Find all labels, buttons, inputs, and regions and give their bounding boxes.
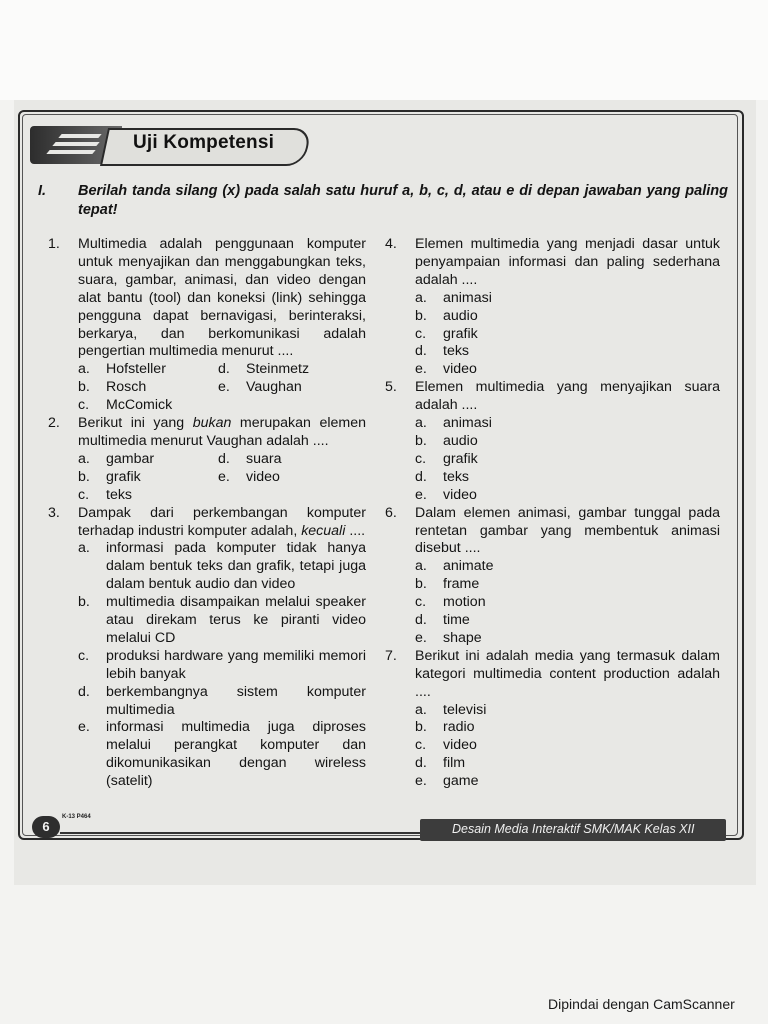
scan-margin <box>0 0 768 100</box>
option-letter: a. <box>415 289 427 306</box>
question-emphasis: kecuali <box>301 522 346 539</box>
option-letter: c. <box>415 450 427 467</box>
instruction-text: Berilah tanda silang (x) pada salah satu huruf a, b, c, d, atau e di depan jawaban yang paling tepat! <box>78 183 728 218</box>
scanner-watermark: Dipindai dengan CamScanner <box>548 996 735 1012</box>
option <box>78 594 366 648</box>
option <box>415 630 720 648</box>
question-text: Elemen multimedia yang menjadi dasar untuk penyampaian informasi dan paling sederhana adalah .... <box>415 236 720 288</box>
book-code: K-13 P464 <box>62 814 91 820</box>
option <box>218 469 358 487</box>
question-number: 2. <box>48 415 60 432</box>
option <box>415 702 720 720</box>
option-text: gambar <box>106 450 155 467</box>
option-letter: e. <box>218 379 230 396</box>
option-text: frame <box>443 576 480 593</box>
question-text: Dalam elemen animasi, gambar tunggal pada rentetan gambar yang membentuk animasi disebut .... <box>415 504 720 557</box>
option <box>78 451 218 469</box>
option-text: grafik <box>443 325 478 342</box>
question-6-options <box>385 558 720 648</box>
option-letter: d. <box>415 343 427 360</box>
option-letter: a. <box>78 540 90 557</box>
question-7-options <box>385 702 720 792</box>
header-stripe <box>46 150 95 154</box>
option <box>415 343 720 361</box>
option-letter: d. <box>415 755 427 772</box>
option-text: informasi multimedia juga diproses melalui perangkat komputer dan dikomunikasikan dengan wireless (satelit) <box>106 719 366 790</box>
option-letter: a. <box>415 558 427 575</box>
option-text: animasi <box>443 415 492 432</box>
option-text: game <box>443 773 479 790</box>
option-letter: e. <box>218 468 230 485</box>
option-text: Hofsteller <box>106 361 166 378</box>
option <box>78 361 218 379</box>
option <box>78 397 218 415</box>
option-text: grafik <box>106 468 141 485</box>
header-stripe <box>58 134 101 138</box>
option <box>78 487 218 505</box>
option-text: informasi pada komputer tidak hanya dalam bentuk teks dan grafik, tetapi juga dalam bentuk audio dan video <box>106 540 366 593</box>
question-number: 7. <box>385 647 397 664</box>
question-text-part: Dampak dari perkembangan komputer terhadap industri komputer adalah, <box>78 504 366 539</box>
book-title: Desain Media Interaktif SMK/MAK Kelas XII <box>452 822 695 836</box>
option-letter: b. <box>415 576 427 593</box>
option <box>415 469 720 487</box>
option-text: radio <box>443 719 475 736</box>
option-text: suara <box>246 450 282 467</box>
option-letter: b. <box>415 719 427 736</box>
footer-rule <box>60 832 430 834</box>
page-number: 6 <box>32 816 60 838</box>
question-emphasis: bukan <box>192 415 232 432</box>
questions-right-column <box>385 236 720 791</box>
questions-left-column <box>48 236 366 791</box>
option-letter: a. <box>78 450 90 467</box>
option <box>78 719 366 791</box>
option <box>415 594 720 612</box>
question-1-options <box>78 361 366 415</box>
question-5-options <box>385 415 720 505</box>
question-text-part: Berikut ini yang <box>78 415 193 432</box>
question-6 <box>385 505 720 559</box>
option-letter: b. <box>415 307 427 324</box>
option <box>415 415 720 433</box>
question-number: 3. <box>48 504 60 521</box>
option-letter: d. <box>218 450 230 467</box>
option-text: shape <box>443 629 482 646</box>
option-letter: b. <box>78 468 90 485</box>
option <box>415 361 720 379</box>
option-text: multimedia disampaikan melalui speaker atau direkam terus ke piranti video melalui CD <box>106 594 366 646</box>
option <box>415 576 720 594</box>
option-text: audio <box>443 432 478 449</box>
question-text <box>78 505 366 541</box>
question-text: Multimedia adalah penggunaan komputer untuk menyajikan dan menggabungkan teks, suara, gambar, animasi, dan video dengan alat bantu (tool) dan koneksi (link) sehingga pengguna dapat bernavigasi, berinteraksi, berkarya, dan berkomunikasi adalah pengertian multimedia menurut .... <box>78 236 366 360</box>
option-letter: c. <box>415 594 427 611</box>
option-letter: d. <box>78 683 90 700</box>
option-letter: b. <box>78 379 90 396</box>
option <box>415 755 720 773</box>
option-letter: c. <box>415 737 427 754</box>
option <box>415 487 720 505</box>
question-2-options <box>78 451 366 505</box>
option-text: motion <box>443 594 486 611</box>
instruction-number: I. <box>38 183 47 199</box>
section-title: Uji Kompetensi <box>133 132 275 153</box>
option-text: audio <box>443 307 478 324</box>
question-3-options <box>48 540 366 791</box>
option <box>218 451 358 469</box>
option-text: animasi <box>443 289 492 306</box>
option-letter: e. <box>415 629 427 646</box>
option-letter: d. <box>218 361 230 378</box>
option-text: Vaughan <box>246 379 302 396</box>
question-number: 5. <box>385 379 397 396</box>
option-letter: b. <box>78 594 90 611</box>
option <box>415 719 720 737</box>
question-number: 1. <box>48 236 60 252</box>
option-letter: e. <box>415 361 427 378</box>
question-1 <box>48 236 366 361</box>
option-text: animate <box>443 558 494 575</box>
option-text: teks <box>106 486 133 503</box>
option <box>78 540 366 594</box>
question-text-part: .... <box>345 522 366 539</box>
option <box>415 558 720 576</box>
header-stripe <box>52 142 99 146</box>
option-text: grafik <box>443 450 478 467</box>
option-text: film <box>443 755 466 772</box>
option <box>415 433 720 451</box>
option-letter: e. <box>415 773 427 790</box>
question-2 <box>48 415 366 451</box>
option-letter: c. <box>415 325 427 342</box>
option <box>78 379 218 397</box>
option-letter: e. <box>415 486 427 503</box>
option-letter: d. <box>415 468 427 485</box>
option <box>78 469 218 487</box>
option <box>415 290 720 308</box>
option-text: teks <box>443 468 470 485</box>
question-text: Berikut ini adalah media yang termasuk dalam kategori multimedia content production adalah .... <box>415 647 720 700</box>
question-3 <box>48 505 366 541</box>
option-text: Rosch <box>106 379 147 396</box>
question-number: 6. <box>385 504 397 521</box>
option <box>218 361 358 379</box>
option-letter: c. <box>78 486 90 503</box>
option <box>415 773 720 791</box>
option-letter: b. <box>415 432 427 449</box>
option-text: televisi <box>443 701 487 718</box>
option <box>78 648 366 684</box>
option-text: produksi hardware yang memiliki memori lebih banyak <box>106 647 366 682</box>
option-text: Steinmetz <box>246 361 310 378</box>
question-4 <box>385 236 720 290</box>
option <box>415 612 720 630</box>
question-5 <box>385 379 720 415</box>
option-text: video <box>443 737 477 754</box>
option-text: McComick <box>106 397 173 414</box>
option-text: video <box>443 486 477 503</box>
option-text: time <box>443 612 470 629</box>
option-text: teks <box>443 343 470 360</box>
question-text-part: merupakan elemen multimedia menurut Vaughan adalah .... <box>78 415 366 449</box>
option-letter: a. <box>78 361 90 378</box>
option-letter: e. <box>78 719 90 736</box>
option <box>415 308 720 326</box>
option-text: video <box>246 468 280 485</box>
option-text: video <box>443 361 477 378</box>
question-4-options <box>385 290 720 380</box>
option <box>78 684 366 720</box>
option <box>415 326 720 344</box>
option <box>415 737 720 755</box>
option-letter: c. <box>78 647 90 664</box>
option-letter: a. <box>415 415 427 432</box>
option-letter: d. <box>415 612 427 629</box>
option-letter: a. <box>415 701 427 718</box>
option <box>218 379 358 397</box>
question-7 <box>385 648 720 702</box>
option <box>415 451 720 469</box>
option-letter: c. <box>78 397 90 414</box>
question-text: Elemen multimedia yang menyajikan suara adalah .... <box>415 379 720 414</box>
option-text: berkembangnya sistem komputer multimedia <box>106 683 366 718</box>
question-number: 4. <box>385 236 397 252</box>
question-text <box>78 415 366 451</box>
